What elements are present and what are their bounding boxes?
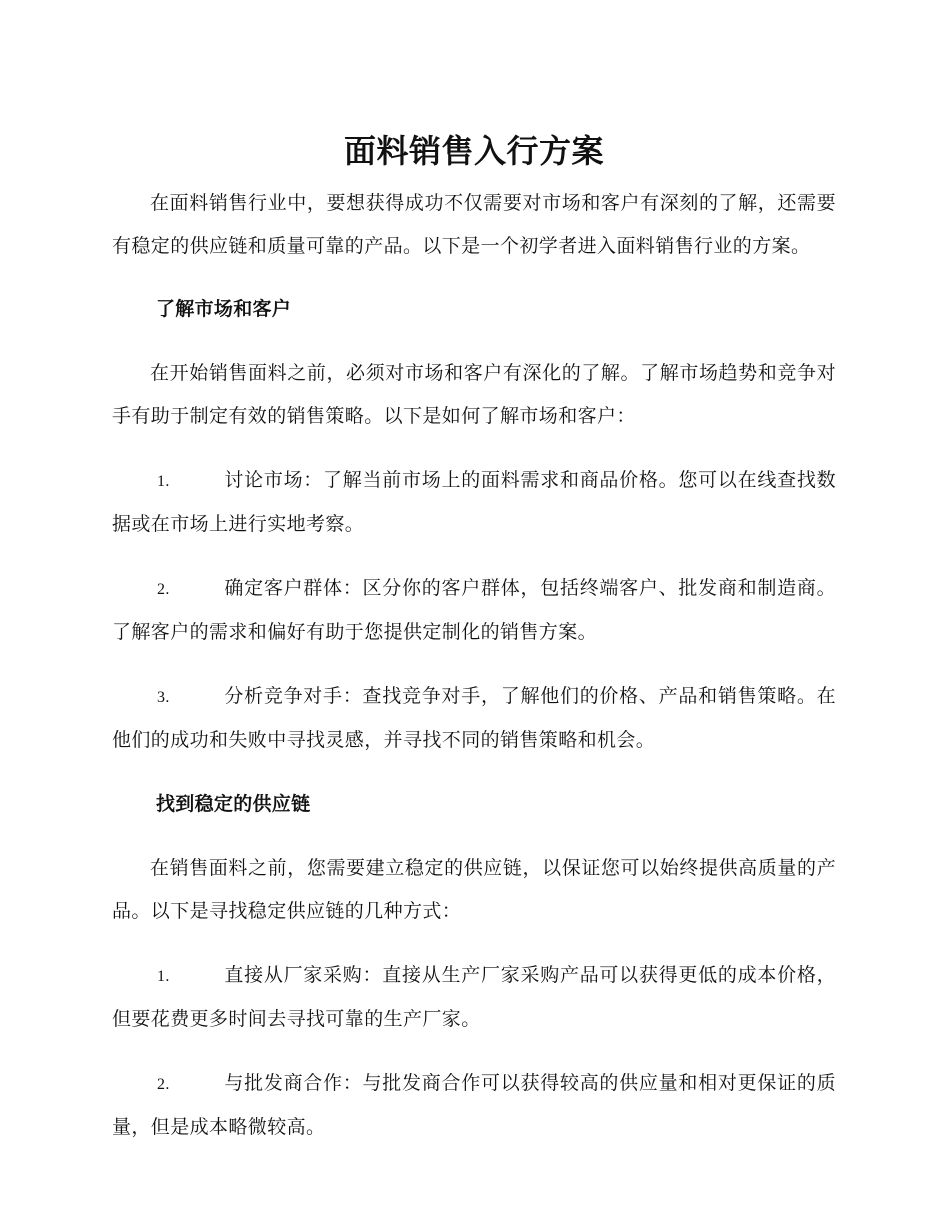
numbered-item [112, 459, 836, 546]
numbered-item [112, 954, 836, 1041]
numbered-item [112, 567, 836, 654]
document-content [112, 124, 836, 1170]
item-text: 确定客户群体：区分你的客户群体，包括终端客户、批发商和制造商。了解客户的需求和偏好有助于您提供定制化的销售方案。 [112, 577, 836, 643]
item-number: 1. [157, 473, 170, 490]
section-paragraph: 在销售面料之前，您需要建立稳定的供应链，以保证您可以始终提供高质量的产品。以下是寻找稳定供应链的几种方式： [112, 857, 836, 922]
item-text: 分析竞争对手：查找竞争对手，了解他们的价格、产品和销售策略。在他们的成功和失败中寻找灵感，并寻找不同的销售策略和机会。 [112, 685, 836, 751]
section-market-customers [112, 288, 836, 762]
item-number: 1. [157, 968, 170, 985]
section-paragraph: 在开始销售面料之前，必须对市场和客户有深化的了解。了解市场趋势和竞争对手有助于制定有效的销售策略。以下是如何了解市场和客户： [112, 362, 836, 427]
item-number: 2. [157, 1076, 170, 1093]
intro-paragraph: 在面料销售行业中，要想获得成功不仅需要对市场和客户有深刻的了解，还需要有稳定的供应链和质量可靠的产品。以下是一个初学者进入面料销售行业的方案。 [112, 192, 836, 257]
item-number: 2. [157, 581, 170, 598]
numbered-item [112, 1062, 836, 1149]
item-text: 讨论市场：了解当前市场上的面料需求和商品价格。您可以在线查找数据或在市场上进行实地考察。 [112, 469, 836, 535]
item-number: 3. [157, 689, 170, 706]
numbered-item [112, 675, 836, 762]
section-heading: 了解市场和客户 [156, 298, 292, 320]
section-heading: 找到稳定的供应链 [156, 793, 311, 815]
item-text: 直接从厂家采购：直接从生产厂家采购产品可以获得更低的成本价格，但要花费更多时间去寻找可靠的生产厂家。 [112, 964, 836, 1030]
item-text: 与批发商合作：与批发商合作可以获得较高的供应量和相对更保证的质量，但是成本略微较高。 [112, 1072, 836, 1138]
section-supply-chain [112, 783, 836, 1149]
document-title: 面料销售入行方案 [343, 132, 604, 170]
